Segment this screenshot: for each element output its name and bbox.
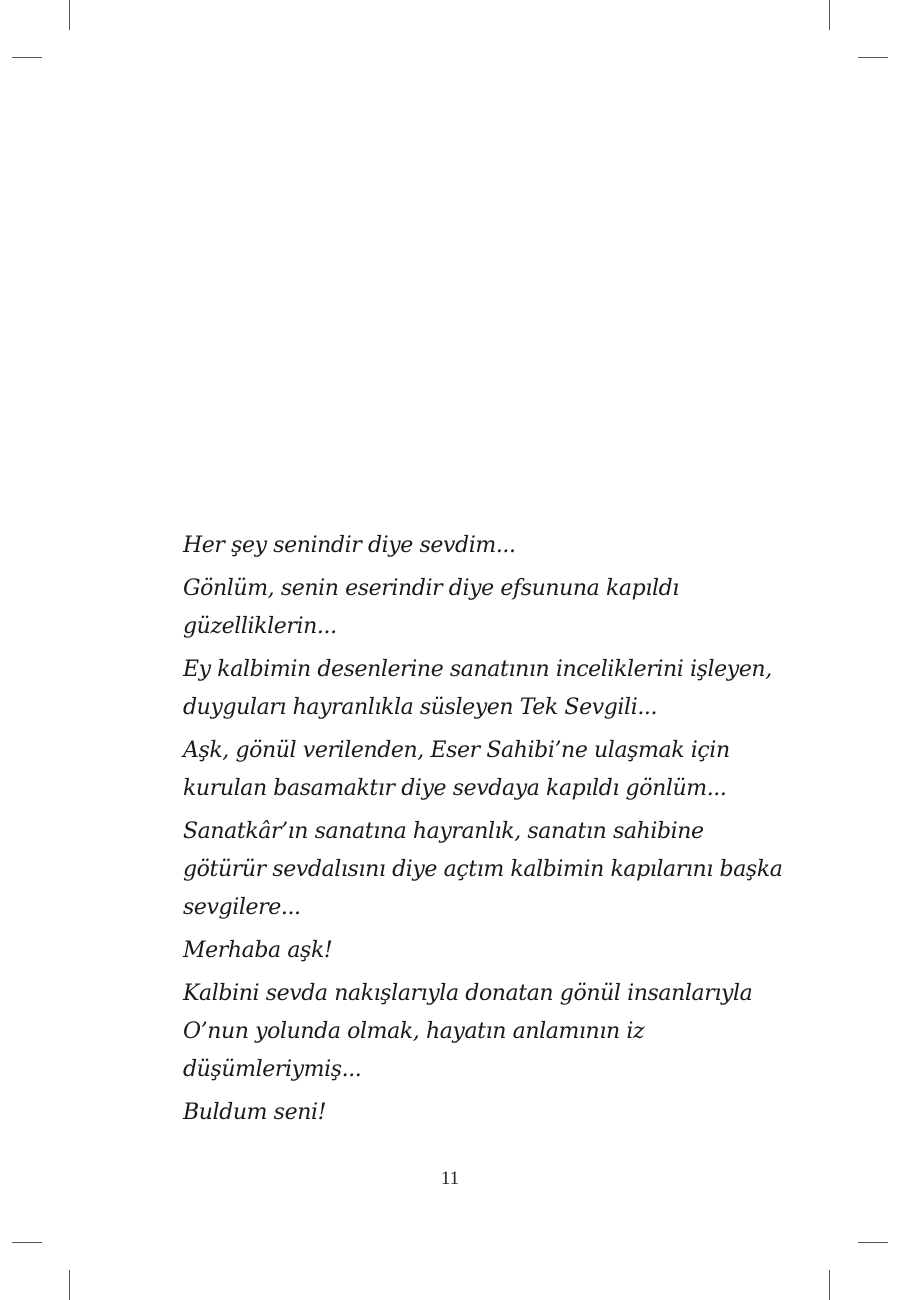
stanza [183,932,783,970]
poem-line: kurulan basamaktır diye sevdaya kapıldı gönlüm... [183,776,727,801]
crop-mark-top-left-vertical [69,0,70,30]
stanza [183,813,783,927]
poem-line: düşümleriymiş... [183,1057,362,1082]
poem-line: Kalbini sevda nakışlarıyla donatan gönül insanlarıyla [183,981,753,1006]
crop-mark-bottom-right-vertical [829,1270,830,1300]
poem-line: O’nun yolunda olmak, hayatın anlamının iz [183,1019,645,1044]
stanza [183,651,783,727]
poem-line: Ey kalbimin desenlerine sanatının inceliklerini işleyen, [183,657,772,682]
poem-line: Buldum seni! [183,1100,327,1125]
stanza [183,975,783,1089]
stanza [183,570,783,646]
crop-mark-bottom-right-horizontal [858,1242,888,1243]
stanza [183,732,783,808]
stanza [183,1094,783,1132]
poem-line: götürür sevdalısını diye açtım kalbimin kapılarını başka [183,857,783,882]
poem-line: Sanatkâr’ın sanatına hayranlık, sanatın sahibine [183,819,704,844]
poem-line: Her şey senindir diye sevdim... [183,533,516,558]
crop-mark-top-right-vertical [829,0,830,30]
poem-line: sevgilere... [183,895,301,920]
poem-line: Merhaba aşk! [183,938,333,963]
crop-mark-bottom-left-vertical [69,1270,70,1300]
crop-mark-bottom-left-horizontal [12,1242,42,1243]
crop-mark-top-left-horizontal [12,57,42,58]
poem-line: duyguları hayranlıkla süsleyen Tek Sevgili... [183,695,658,720]
page-number: 11 [440,1168,460,1189]
poem-line: Aşk, gönül verilenden, Eser Sahibi’ne ulaşmak için [183,738,730,763]
crop-mark-top-right-horizontal [858,57,888,58]
stanza [183,527,783,565]
poem-line: güzelliklerin... [183,614,337,639]
poem-text [183,527,783,1137]
poem-line: Gönlüm, senin eserindir diye efsununa kapıldı [183,576,679,601]
